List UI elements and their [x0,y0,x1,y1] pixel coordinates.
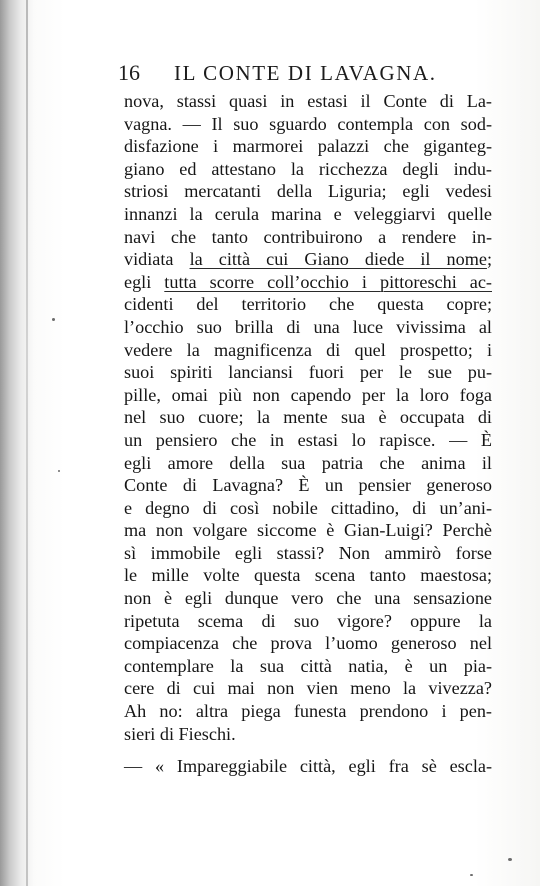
text-line: vagna. — Il suo sguardo contempla con sod- [124,113,492,134]
text-line: cere di cui mai non vien meno la vivezza? [124,678,492,699]
paragraph-end-line: sieri di Fieschi. [124,723,236,744]
binding-fold [26,0,28,886]
paper-speck [52,318,55,321]
text-line: un pensiero che in estasi lo rapisce. — È [124,429,492,450]
text-line: giano ed attestano la ricchezza degli indu- [124,158,492,179]
running-header [118,60,500,90]
text-line: navi che tanto contribuirono a rendere in- [124,226,492,247]
text-line-start: egli [124,271,165,292]
page-number: 16 [118,60,140,85]
text-line: suoi spiriti lanciansi fuori per le sue pu- [124,362,492,383]
text-line: sì immobile egli stassi? Non ammirò forse [124,542,492,563]
text-line: ripetuta scema di suo vigore? oppure la [124,610,492,631]
text-line: vedere la magnificenza di quel prospetto; i [124,339,492,360]
paper-speck [508,858,512,861]
text-line-start: vidiata [124,249,190,270]
text-line: ma non volgare siccome è Gian-Luigi? Perchè [124,520,492,541]
text-line: innanzi la cerula marina e veleggiarvi quelle [124,203,492,224]
text-line: Ah no: altra piega funesta prendono i pen- [124,701,492,722]
text-line: cidenti del territorio che questa copre; [124,294,492,315]
text-line: nova, stassi quasi in estasi il Conte di La- [124,91,492,111]
text-line: contemplare la sua città natia, è un pia- [124,655,492,676]
paper-speck [470,874,473,876]
text-line: e degno di così nobile cittadino, di un’ani- [124,497,492,518]
body-text [124,90,492,778]
text-line: striosi mercatanti della Liguria; egli vedesi [124,181,492,202]
text-line: compiacenza che prova l’uomo generoso nel [124,633,492,654]
text-line: l’occhio suo brilla di una luce vivissima al [124,316,492,337]
page-gutter-shadow [0,0,34,886]
text-line: disfazione i marmorei palazzi che giganteg- [124,136,492,157]
underlined-phrase: tutta scorre coll’occhio i pittoreschi ac- [164,271,492,292]
text-line: pille, omai più non capendo per la loro foga [124,384,492,405]
text-line-underlined [124,271,492,294]
text-line-end: ; [486,249,492,270]
text-line: — « Impareggiabile città, egli fra sè escla- [124,756,492,777]
text-line: Conte di Lavagna? È un pensier generoso [124,475,492,496]
text-line: nel suo cuore; la mente sua è occupata di [124,407,492,428]
text-line-underlined [124,248,492,271]
text-line: non è egli dunque vero che una sensazione [124,588,492,609]
text-line: egli amore della sua patria che anima il [124,452,492,473]
underlined-phrase: la città cui Giano diede il nome [189,249,487,270]
running-title: IL CONTE DI LAVAGNA. [174,61,437,85]
paper-speck [58,470,60,472]
text-line: le mille volte questa scena tanto maestosa; [124,565,492,586]
